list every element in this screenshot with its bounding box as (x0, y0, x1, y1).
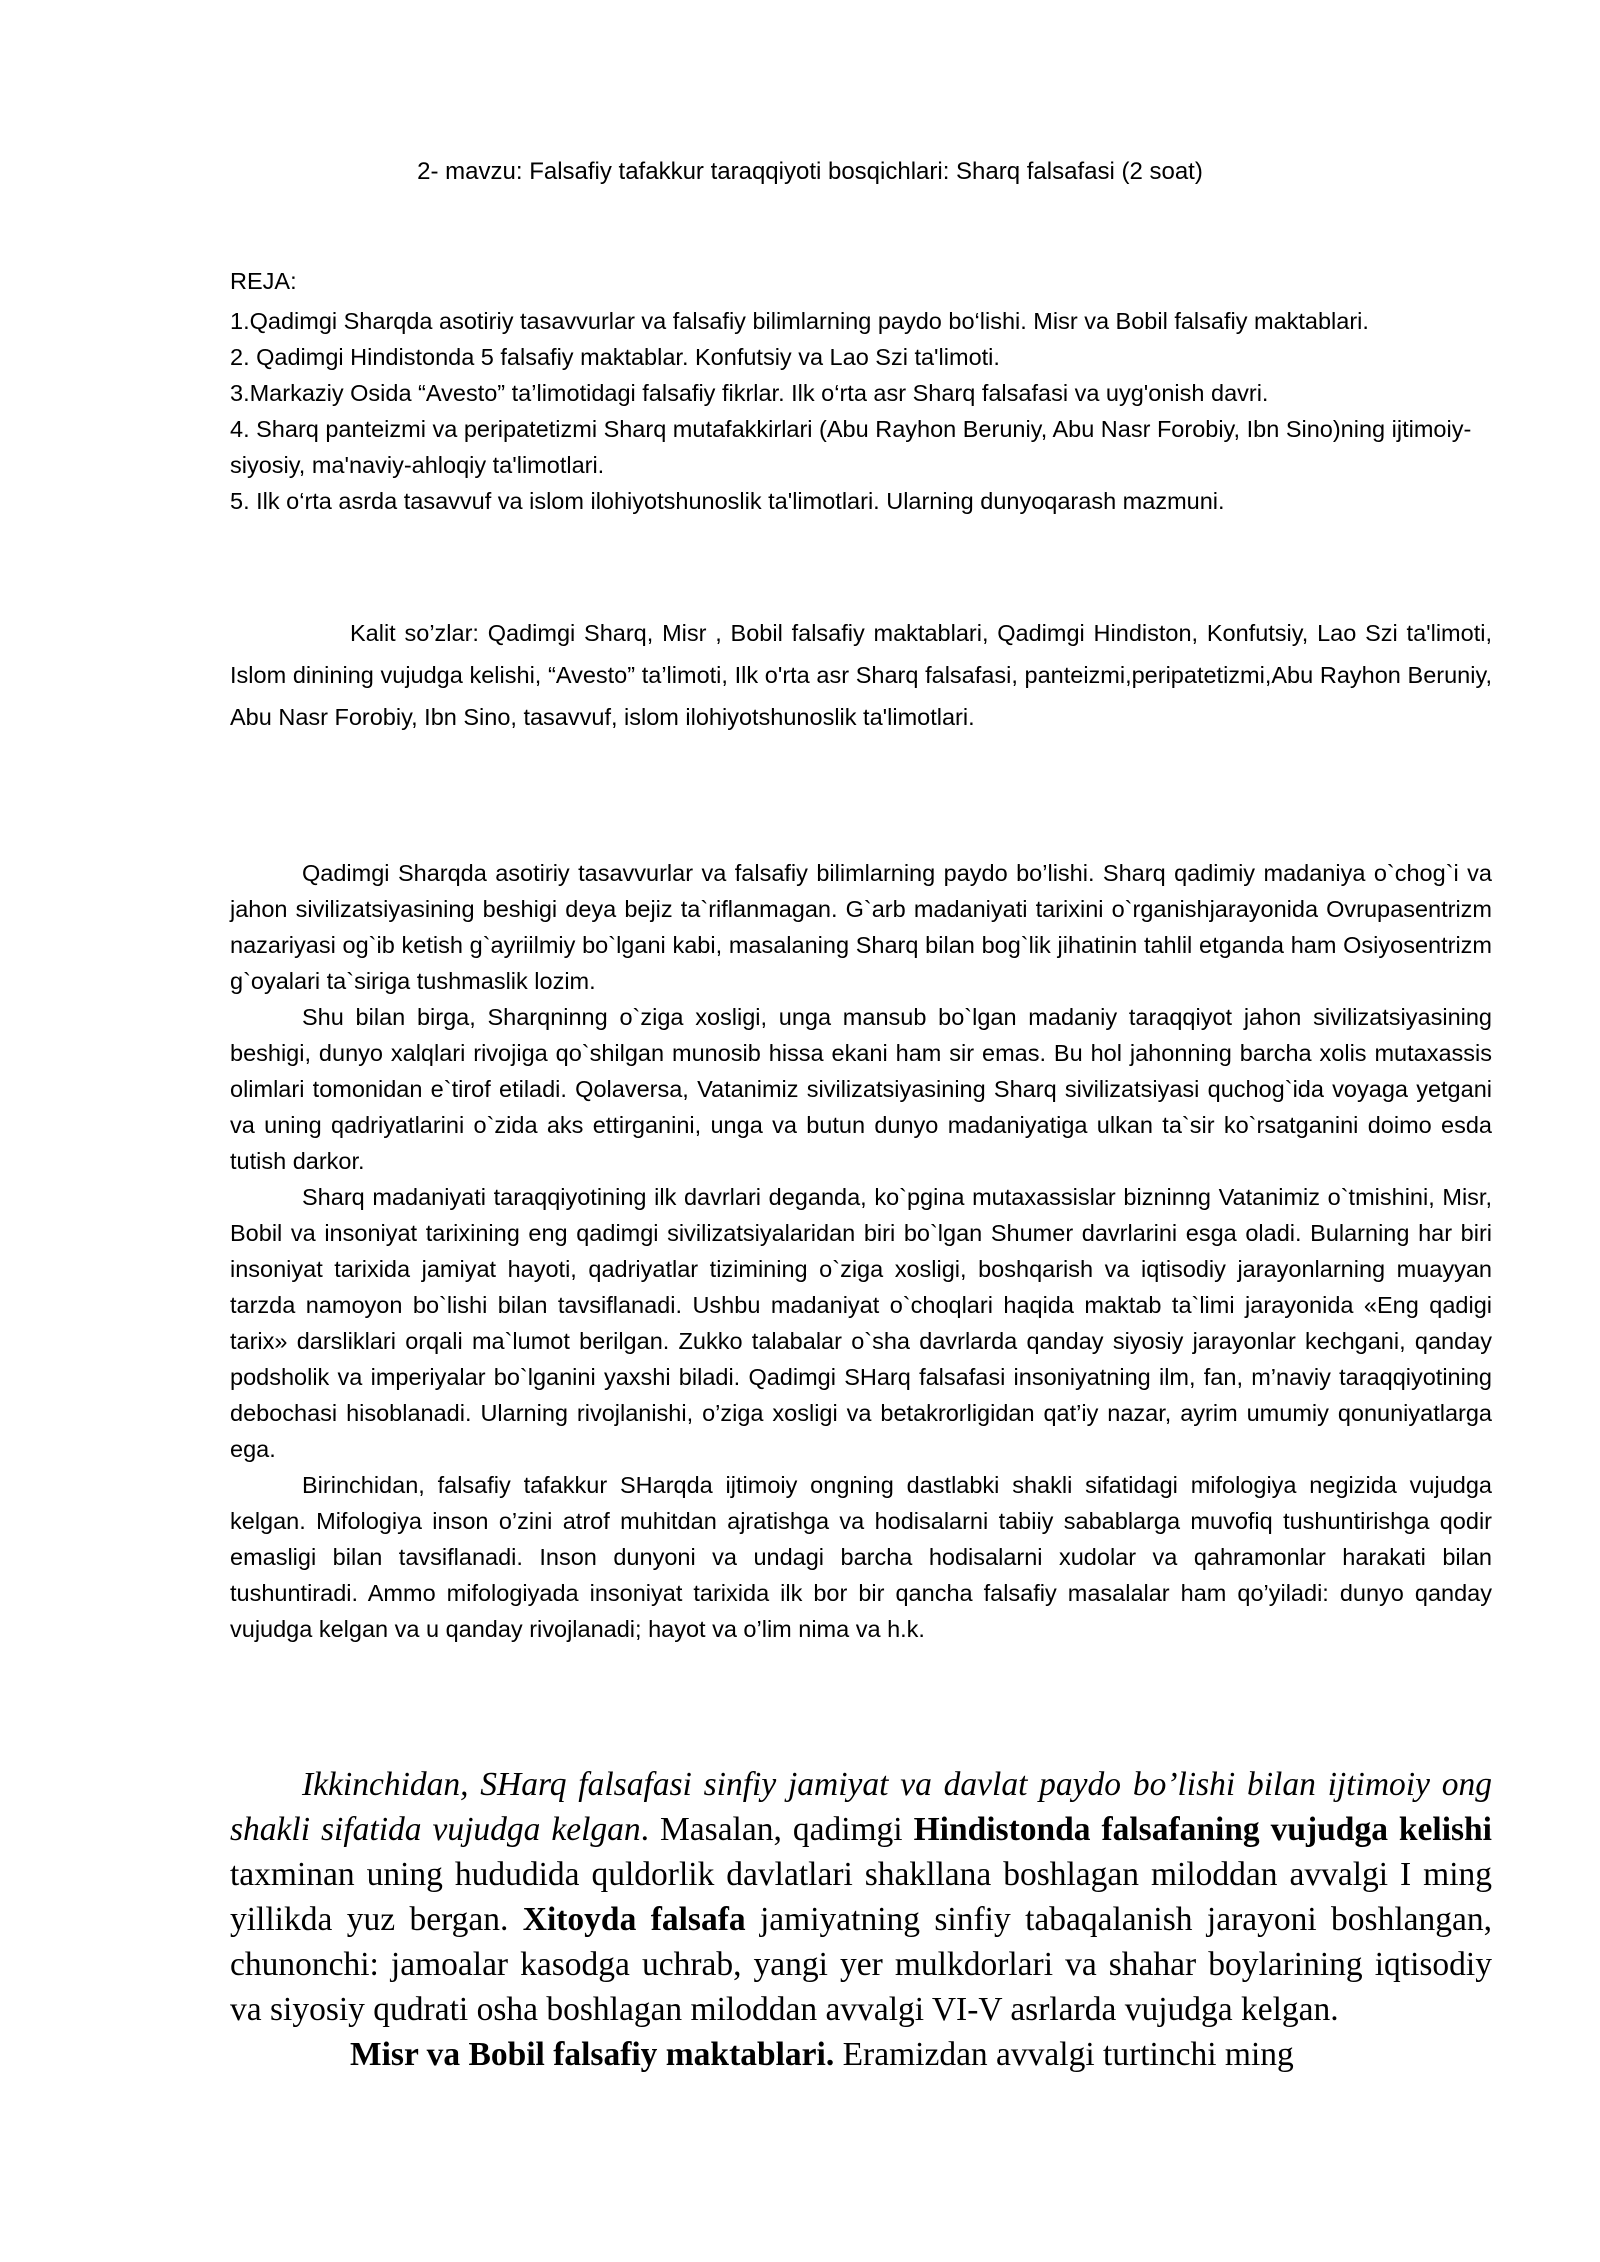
paragraph-5 (230, 1762, 1492, 2032)
paragraph-6-text-1: Eramizdan avvalgi turtinchi ming (834, 2036, 1294, 2073)
paragraph-1: Qadimgi Sharqda asotiriy tasavvurlar va falsafiy bilimlarning paydo bo’lishi. Sharq qadimiy madaniya o`chog`i va jahon sivilizatsiyasining beshigi deya bejiz ta`riflanmagan. G`arb madaniyati tarixini o`rganishjarayonida Ovrupasentrizm nazariyasi og`ib ketish g`ayriilmiy bo`lgani kabi, masalaning Sharq bilan bog`lik jihatinin tahlil etganda ham Osiyosentrizm g`oyalari ta`siriga tushmaslik lozim. (230, 860, 1492, 994)
paragraph-2: Shu bilan birga, Sharqninng o`ziga xosligi, unga mansub bo`lgan madaniy taraqqiyot jahon sivilizatsiyasining beshigi, dunyo xalqlari rivojiga qo`shilgan munosib hissa ekani ham sir emas. Bu hol jahonning barcha xolis mutaxassis olimlari tomonidan e`tirof etiladi. Qolaversa, Vatanimiz sivilizatsiyasining Sharq sivilizatsiyasi quchog`ida voyaga yetgani va uning qadriyatlarini o`zida aks ettirganini, unga va butun dunyo madaniyatiga ulkan ta`sir ko`rsatganini doimo esda tutish darkor. (230, 1004, 1492, 1174)
paragraph-5-text-1: . Masalan, qadimgi (640, 1811, 914, 1848)
paragraph-6-bold: Misr va Bobil falsafiy maktablari. (350, 2036, 835, 2073)
paragraph-6 (230, 2032, 1492, 2077)
paragraph-5-text-2: taxminan uning hududida quldorlik davlatlari shakllana boshlagan miloddan avvalgi I ming yillikda yuz bergan. (230, 1856, 1492, 1938)
reja-item-4: 4. Sharq panteizmi va peripatetizmi Sharq mutafakkirlari (Abu Rayhon Beruniy, Abu Nasr Forobiy, Ibn Sino)ning ijtimoiy-siyosiy, ma'naviy-ahloqiy ta'limotlari. (230, 416, 1472, 478)
paragraph-5-text-3: jamiyatning sinfiy tabaqalanish jarayoni boshlangan, chunonchi: jamoalar kasodga uchrab, yangi yer mulkdorlari va shahar boylarining iqtisodiy va siyosiy qudrati osha boshlagan miloddan avvalgi VI-V asrlarda vujudga kelgan. (230, 1901, 1492, 2028)
reja-item-2: 2. Qadimgi Hindistonda 5 falsafiy maktablar. Konfutsiy va Lao Szi ta'limoti. (230, 344, 1000, 370)
paragraph-4: Birinchidan, falsafiy tafakkur SHarqda ijtimoiy ongning dastlabki shakli sifatidagi mifologiya negizida vujudga kelgan. Mifologiya inson o’zini atrof muhitdan ajratishga va hodisalarni tabiiy sabablarga muvofiq tushuntirishga qodir emasligi bilan tavsiflanadi. Inson dunyoni va undagi barcha hodisalarni xudolar va qahramonlar harakati bilan tushuntiradi. Ammo mifologiyada insoniyat tarixida ilk bor bir qancha falsafiy masalalar ham qo’yiladi: dunyo qanday vujudga kelgan va u qanday rivojlanadi; hayot va o’lim nima va h.k. (230, 1472, 1492, 1642)
body-serif-section (230, 1762, 1492, 2077)
reja-section (230, 263, 1492, 519)
reja-item-1: 1.Qadimgi Sharqda asotiriy tasavvurlar va falsafiy bilimlarning paydo bo‘lishi. Misr va Bobil falsafiy maktablari. (230, 308, 1369, 334)
paragraph-5-bold-1: Hindistonda falsafaning vujudga kelishi (913, 1811, 1492, 1848)
keywords-paragraph: Kalit so’zlar: Qadimgi Sharq, Misr , Bobil falsafiy maktablari, Qadimgi Hindiston, Konfutsiy, Lao Szi ta'limoti, Islom dinining vujudga kelishi, “Avesto” ta’limoti, Ilk o'rta asr Sharq falsafasi, panteizmi,peripatetizmi,Abu Rayhon Beruniy, Abu Nasr Forobiy, Ibn Sino, tasavvuf, islom ilohiyotshunoslik ta'limotlari. (230, 620, 1492, 730)
reja-item-3: 3.Markaziy Osida “Avesto” ta’limotidagi falsafiy fikrlar. Ilk o‘rta asr Sharq falsafasi va uyg'onish davri. (230, 380, 1269, 406)
paragraph-3: Sharq madaniyati taraqqiyotining ilk davrlari deganda, ko`pgina mutaxassislar bizninng Vatanimiz o`tmishini, Misr, Bobil va insoniyat tarixining eng qadimgi sivilizatsiyalaridan biri bo`lgan Shumer davrlarini esga oladi. Bularning har biri insoniyat tarixida jamiyat hayoti, qadriyatlar tizimining o`ziga xosligi, boshqarish va iqtisodiy jarayonlarning muayyan tarzda namoyon bo`lishi bilan tavsiflanadi. Ushbu madaniyat o`choqlari haqida maktab ta`limi jarayonida «Eng qadigi tarix» darsliklari orqali ma`lumot berilgan. Zukko talabalar o`sha davrlarda qanday siyosiy jarayonlar kechgani, qanday podsholik va imperiyalar bo`lganini yaxshi biladi. Qadimgi SHarq falsafasi insoniyatning ilm, fan, m’naviy taraqqiyotining debochasi hisoblanadi. Ularning rivojlanishi, o’ziga xosligi va betakrorligidan qat’iy nazar, ayrim umumiy qonuniyatlarga ega. (230, 1184, 1492, 1462)
reja-label: REJA: (230, 268, 297, 294)
keywords-section (230, 612, 1492, 738)
page-title: 2- mavzu: Falsafiy tafakkur taraqqiyoti bosqichlari: Sharq falsafasi (2 soat) (417, 158, 1203, 185)
paragraph-5-italic: Ikkinchidan, SHarq falsafasi sinfiy jamiyat va davlat paydo bo’lishi bilan ijtimoiy ong shakli sifatida vujudga kelgan (230, 1766, 1492, 1848)
body-sans-section (230, 855, 1492, 1647)
paragraph-5-bold-2: Xitoyda falsafa (522, 1901, 746, 1938)
reja-item-5: 5. Ilk o‘rta asrda tasavvuf va islom ilohiyotshunoslik ta'limotlari. Ularning dunyoqarash mazmuni. (230, 488, 1225, 514)
